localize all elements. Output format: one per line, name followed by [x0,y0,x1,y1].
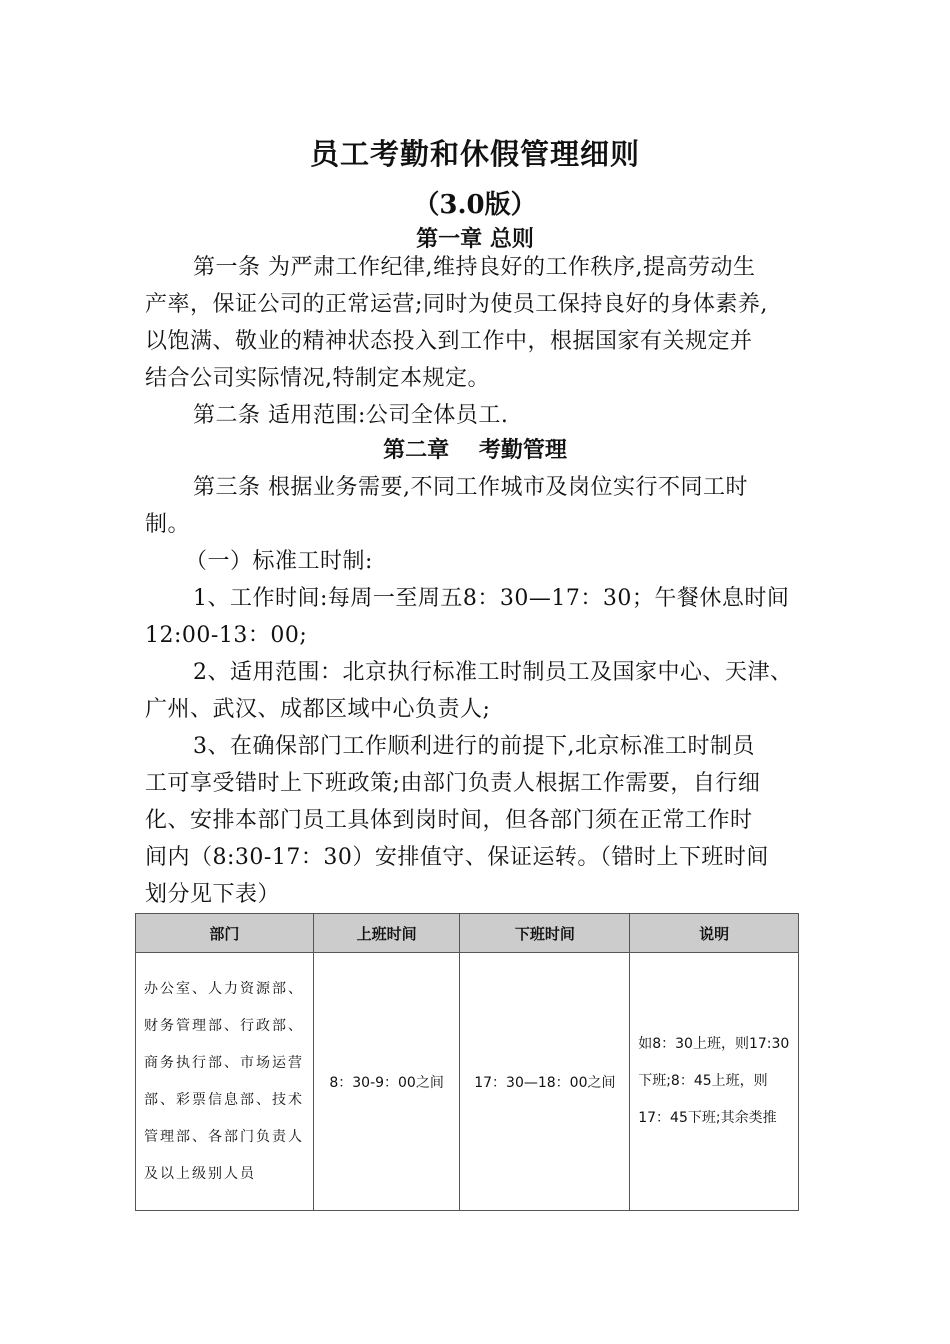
item-1-line: 12:00-13：00; [145,623,308,648]
attendance-schedule-table [135,913,799,1211]
cell-end-time: 17：30—18：00之间 [460,953,630,1211]
article-1-line: 产率，保证公司的正常运营;同时为使员工保持良好的身体素养, [145,292,768,317]
document-title: 员工考勤和休假管理细则 [309,137,640,171]
header-start-time: 上班时间 [313,914,460,953]
article-2: 第二条 适用范围:公司全体员工. [193,403,509,428]
item-3-line: 工可享受错时上下班政策;由部门负责人根据工作需要，自行细 [145,771,761,796]
header-end-time: 下班时间 [460,914,630,953]
chapter-2-heading: 第二章 考勤管理 [383,437,567,463]
article-1-line: 以饱满、敬业的精神状态投入到工作中，根据国家有关规定并 [145,329,753,354]
document-version: （3.0版） [413,190,537,220]
table-header-row [136,914,799,953]
table-row [136,953,799,1211]
header-note: 说明 [630,914,799,953]
item-3-line: 划分见下表） [145,882,281,907]
item-3-line: 间内（8:30-17：30）安排值守、保证运转。（错时上下班时间 [145,845,769,870]
item-3-line: 化、安排本部门员工具体到岗时间，但各部门须在正常工作时 [145,808,753,833]
cell-department: 办公室、人力资源部、财务管理部、行政部、商务执行部、市场运营部、彩票信息部、技术管理部、各部门负责人及以上级别人员 [136,953,314,1211]
section-standard-hours: （一）标准工时制: [185,549,373,574]
item-2-line: 广州、武汉、成都区域中心负责人; [145,697,491,722]
article-3-line: 制。 [145,512,191,537]
cell-note: 如8：30上班，则17:30下班;8：45上班，则17：45下班;其余类推 [630,953,799,1211]
article-3-line: 第三条 根据业务需要,不同工作城市及岗位实行不同工时 [193,475,748,500]
article-1-line: 第一条 为严肃工作纪律,维持良好的工作秩序,提高劳动生 [193,255,756,280]
item-1-line: 1、工作时间:每周一至周五8：30—17：30；午餐休息时间 [193,586,790,611]
chapter-1-heading: 第一章 总则 [416,226,534,252]
item-2-line: 2、适用范围：北京执行标准工时制员工及国家中心、天津、 [193,660,793,685]
article-1-line: 结合公司实际情况,特制定本规定。 [145,366,490,391]
item-3-line: 3、在确保部门工作顺利进行的前提下,北京标准工时制员 [193,734,755,759]
header-department: 部门 [136,914,314,953]
cell-start-time: 8：30-9：00之间 [313,953,460,1211]
